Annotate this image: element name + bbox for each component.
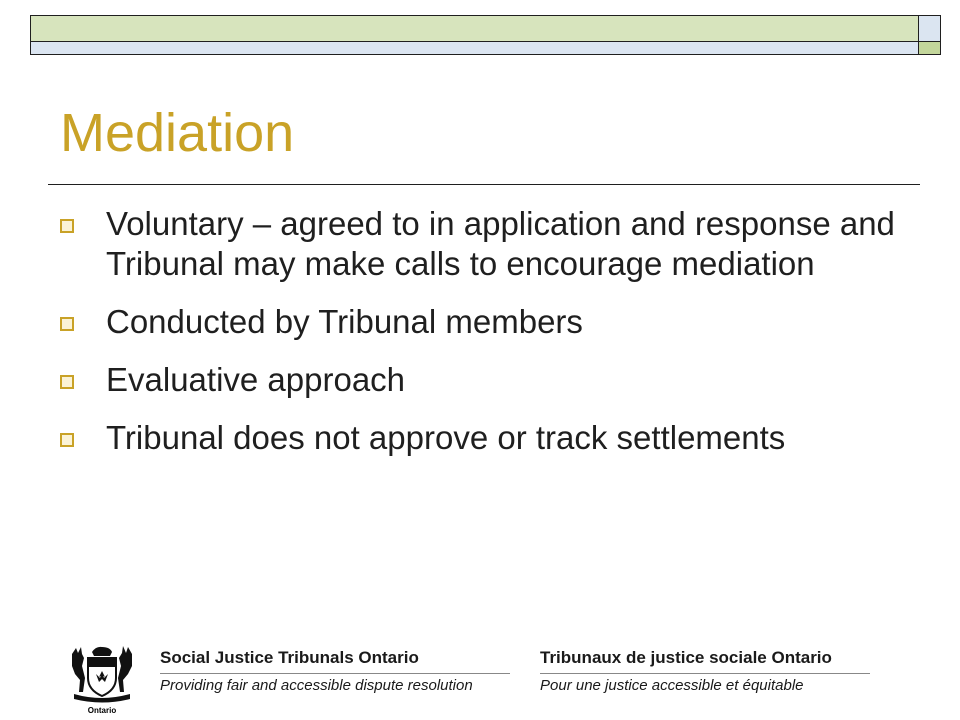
crest-label: Ontario [87,706,117,715]
bullet-text: Voluntary – agreed to in application and response and Tribunal may make calls to encourage mediation [106,205,895,282]
header-bar-top-end [919,15,941,42]
bullet-text: Evaluative approach [106,361,406,398]
org-divider-french [540,673,870,674]
org-name-french: Tribunaux de justice sociale Ontario [540,648,832,667]
crest-graphic [66,644,138,706]
slide-title: Mediation [60,103,295,163]
footer [0,628,960,720]
square-bullet-icon [60,317,74,331]
org-tagline-english: Providing fair and accessible dispute resolution [160,677,473,694]
org-tagline-french: Pour une justice accessible et équitable [540,677,804,694]
bullet-text: Conducted by Tribunal members [106,303,583,340]
bullet-item [60,302,920,342]
org-french [540,648,870,695]
header-bar-bottom-end [919,42,941,55]
org-name-english: Social Justice Tribunals Ontario [160,648,419,667]
bullet-item [60,360,920,400]
title-divider [48,184,920,185]
header-bar-top [30,15,919,42]
header-bar-bottom [30,42,919,55]
bullet-item [60,418,920,458]
org-divider-english [160,673,510,674]
square-bullet-icon [60,219,74,233]
bullet-text: Tribunal does not approve or track settlements [106,419,786,456]
square-bullet-icon [60,375,74,389]
bullet-list [60,204,920,476]
square-bullet-icon [60,433,74,447]
bullet-item [60,204,920,284]
ontario-crest-icon [66,644,138,720]
org-english [160,648,510,695]
